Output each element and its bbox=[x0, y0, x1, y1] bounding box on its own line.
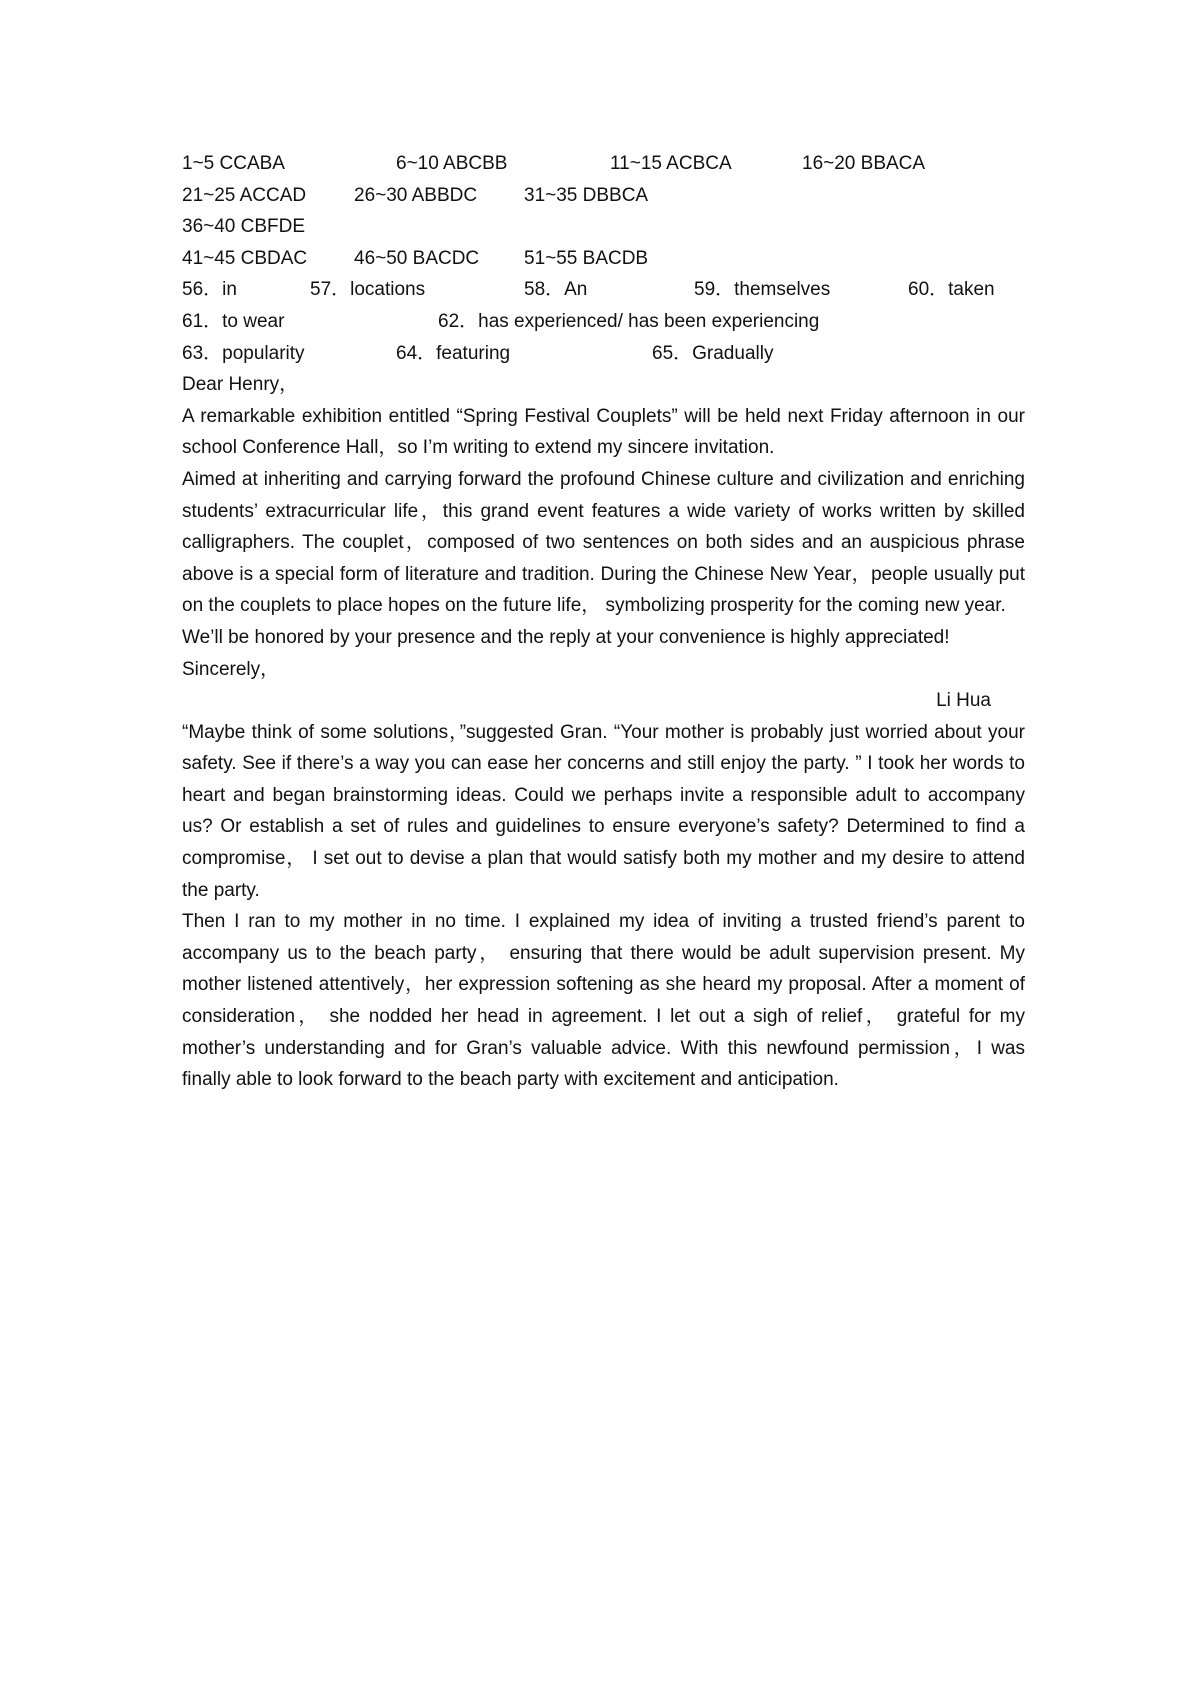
letter-paragraph: A remarkable exhibition entitled “Spring Festival Couplets” will be held next Friday afternoon in our school Conference Hall，so I’m writing to extend my sincere invitation. bbox=[182, 405, 1025, 459]
answer-group: 1~5 CCABA bbox=[182, 153, 285, 174]
answer-key-content bbox=[182, 148, 1025, 1096]
answer-row bbox=[182, 211, 1025, 243]
story-paragraph: Then I ran to my mother in no time. I explained my idea of inviting a trusted friend’s parent to accompany us to the beach party， ensuring that there would be adult supervision present. My mother listened attentively，her expression softening as she heard my proposal. After a moment of consideration， she nodded her head in agreement. I let out a sigh of relief， grateful for my mother’s understanding and for Gran’s valuable advice. With this newfound permission，I was finally able to look forward to the beach party with excitement and anticipation. bbox=[182, 911, 1025, 1091]
answer-row bbox=[182, 243, 1025, 275]
letter-signature: Li Hua bbox=[936, 690, 991, 712]
letter-paragraph: Aimed at inheriting and carrying forward the profound Chinese culture and civilization and enriching students’ extracurricular life，this grand event features a wide variety of works written by skilled calligraphers. The couplet，composed of two sentences on both sides and an auspicious phrase above is a special form of literature and tradition. During the Chinese New Year，people usually put on the couplets to place hopes on the future life， symbolizing prosperity for the coming new year. bbox=[182, 468, 1025, 617]
answer-group: 21~25 ACCAD bbox=[182, 184, 307, 206]
answer-group: 51~55 BACDB bbox=[524, 247, 649, 269]
answer-row bbox=[182, 180, 1025, 212]
letter-paragraph: We’ll be honored by your presence and the reply at your convenience is highly appreciated! bbox=[182, 626, 950, 648]
answer-group: 6~10 ABCBB bbox=[396, 153, 508, 174]
answer-row bbox=[182, 338, 1025, 370]
letter-salutation: Dear Henry， bbox=[182, 374, 299, 396]
answer-item: 59．themselves bbox=[694, 279, 831, 301]
answer-item: 63．popularity bbox=[182, 342, 305, 364]
answer-item: 64．featuring bbox=[396, 342, 511, 364]
answer-group: 36~40 CBFDE bbox=[182, 216, 306, 238]
answer-item: 60．taken bbox=[908, 279, 995, 301]
answer-item: 56．in bbox=[182, 279, 237, 301]
letter-closing: Sincerely， bbox=[182, 658, 280, 680]
answer-item: 57．locations bbox=[310, 279, 426, 301]
answer-group: 26~30 ABBDC bbox=[354, 184, 478, 206]
answer-item: 61．to wear bbox=[182, 310, 285, 332]
answer-item: 62．has experienced/ has been experiencing bbox=[438, 310, 820, 332]
answer-item: 58．An bbox=[524, 279, 588, 301]
answer-row bbox=[182, 148, 1025, 180]
answer-row bbox=[182, 306, 1025, 338]
answer-group: 46~50 BACDC bbox=[354, 247, 480, 269]
answer-group: 41~45 CBDAC bbox=[182, 247, 308, 269]
story-paragraph: “Maybe think of some solutions，”suggested Gran. “Your mother is probably just worried about your safety. See if there’s a way you can ease her concerns and still enjoy the party. ” I took her words to heart and began brainstorming ideas. Could we perhaps invite a responsible adult to accompany us? Or establish a set of rules and guidelines to ensure everyone’s safety? Determined to find a compromise， I set out to devise a plan that would satisfy both my mother and my desire to attend the party. bbox=[182, 721, 1025, 901]
answer-group: 16~20 BBACA bbox=[802, 153, 926, 174]
answer-group: 31~35 DBBCA bbox=[524, 184, 649, 206]
answer-item: 65．Gradually bbox=[652, 342, 774, 364]
answer-group: 11~15 ACBCA bbox=[610, 153, 732, 174]
answer-row bbox=[182, 274, 1025, 306]
